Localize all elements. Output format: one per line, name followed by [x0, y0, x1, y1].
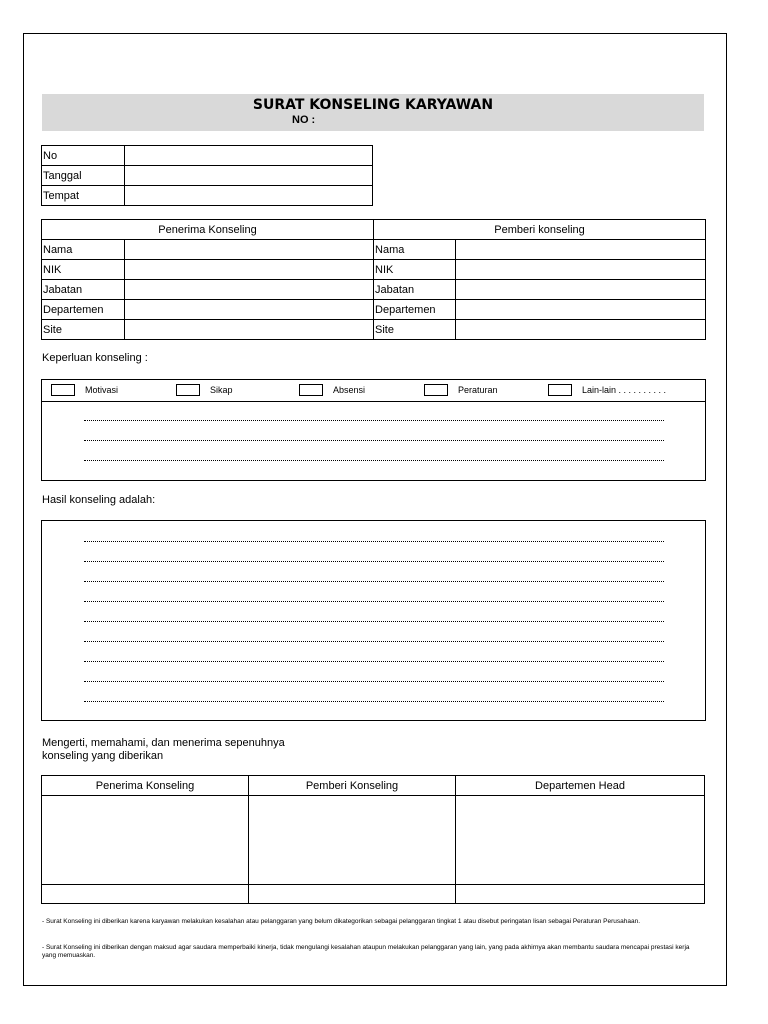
- dotted-writing-line[interactable]: [84, 621, 664, 622]
- dotted-writing-line[interactable]: [84, 661, 664, 662]
- dotted-writing-line[interactable]: [84, 701, 664, 702]
- recipient-field-value[interactable]: [125, 320, 374, 340]
- info-row-tempat: [42, 186, 373, 206]
- document-title: SURAT KONSELING KARYAWAN: [252, 97, 494, 113]
- party-row-departemen: [42, 300, 706, 320]
- recipient-field-label: Nama: [42, 240, 125, 260]
- giver-field-value[interactable]: [456, 320, 706, 340]
- signature-name-row: [42, 885, 705, 904]
- giver-field-label: Nama: [374, 240, 456, 260]
- recipient-field-label: Departemen: [42, 300, 125, 320]
- recipient-field-label: Site: [42, 320, 125, 340]
- info-label: Tempat: [42, 186, 125, 206]
- recipient-field-label: NIK: [42, 260, 125, 280]
- dotted-writing-line[interactable]: [84, 561, 664, 562]
- option-peraturan[interactable]: [424, 384, 498, 396]
- dotted-writing-line[interactable]: [84, 460, 664, 461]
- dotted-writing-line[interactable]: [84, 420, 664, 421]
- info-label: No: [42, 146, 125, 166]
- checkbox-icon[interactable]: [424, 384, 448, 396]
- document-number-label: NO :: [292, 114, 316, 126]
- dotted-writing-line[interactable]: [84, 541, 664, 542]
- info-label: Tanggal: [42, 166, 125, 186]
- recipient-field-value[interactable]: [125, 260, 374, 280]
- giver-field-label: Departemen: [374, 300, 456, 320]
- signature-header-department-head: Departemen Head: [456, 776, 705, 796]
- party-table: [41, 219, 706, 340]
- recipient-field-value[interactable]: [125, 300, 374, 320]
- acknowledgement-line-1: Mengerti, memahami, dan menerima sepenuhnya: [42, 737, 285, 749]
- recipient-field-value[interactable]: [125, 280, 374, 300]
- option-label: Motivasi: [85, 385, 119, 395]
- recipient-field-label: Jabatan: [42, 280, 125, 300]
- signature-space-row: [42, 796, 705, 885]
- note-2: - Surat Konseling ini diberikan dengan maksud agar saudara memperbaiki kinerja, tidak mengulangi kesalahan ataupun melakukan pelanggaran yang lain, yang pada akhirnya akan membantu saudara mencapai prestasi kerja yang memuaskan.: [42, 944, 690, 959]
- giver-field-value[interactable]: [456, 260, 706, 280]
- result-label: Hasil konseling adalah:: [42, 494, 156, 506]
- needs-options-row: [42, 380, 705, 402]
- signature-header-recipient: Penerima Konseling: [42, 776, 249, 796]
- party-row-site: [42, 320, 706, 340]
- dotted-writing-line[interactable]: [84, 581, 664, 582]
- option-label: Peraturan: [458, 385, 498, 395]
- note-1: - Surat Konseling ini diberikan karena karyawan melakukan kesalahan atau pelanggaran yang belum dikategorikan sebagai pelanggaran tingkat 1 atau disebut peringatan lisan sebagai Peraturan Perusahaan.: [42, 918, 641, 925]
- info-value-field[interactable]: [125, 166, 373, 186]
- party-row-nik: [42, 260, 706, 280]
- party-row-jabatan: [42, 280, 706, 300]
- signature-header-giver: Pemberi Konseling: [249, 776, 456, 796]
- option-label: Absensi: [333, 385, 366, 395]
- recipient-field-value[interactable]: [125, 240, 374, 260]
- dotted-writing-line[interactable]: [84, 601, 664, 602]
- option-label: Sikap: [210, 385, 233, 395]
- acknowledgement-line-2: konseling yang diberikan: [42, 750, 164, 762]
- needs-box: [41, 379, 706, 481]
- giver-field-value[interactable]: [456, 240, 706, 260]
- signature-name-giver[interactable]: [249, 885, 456, 904]
- title-band: [42, 94, 704, 131]
- giver-field-label: Jabatan: [374, 280, 456, 300]
- signature-name-recipient[interactable]: [42, 885, 249, 904]
- dotted-writing-line[interactable]: [84, 641, 664, 642]
- dotted-writing-line[interactable]: [84, 440, 664, 441]
- option-absensi[interactable]: [299, 384, 365, 396]
- info-value-field[interactable]: [125, 146, 373, 166]
- dotted-writing-line[interactable]: [84, 681, 664, 682]
- option-sikap[interactable]: [176, 384, 233, 396]
- signature-area-giver[interactable]: [249, 796, 456, 885]
- giver-field-label: Site: [374, 320, 456, 340]
- checkbox-icon[interactable]: [548, 384, 572, 396]
- party-header-row: [42, 220, 706, 240]
- giver-header: Pemberi konseling: [374, 220, 706, 240]
- info-row-tanggal: [42, 166, 373, 186]
- giver-field-value[interactable]: [456, 300, 706, 320]
- signature-area-department-head[interactable]: [456, 796, 705, 885]
- info-table: [41, 145, 373, 206]
- recipient-header: Penerima Konseling: [42, 220, 374, 240]
- info-row-no: [42, 146, 373, 166]
- checkbox-icon[interactable]: [176, 384, 200, 396]
- signature-table: [41, 775, 705, 904]
- giver-field-value[interactable]: [456, 280, 706, 300]
- needs-label: Keperluan konseling :: [42, 352, 148, 364]
- giver-field-label: NIK: [374, 260, 456, 280]
- party-row-nama: [42, 240, 706, 260]
- info-value-field[interactable]: [125, 186, 373, 206]
- result-box: [41, 520, 706, 721]
- checkbox-icon[interactable]: [51, 384, 75, 396]
- signature-header-row: [42, 776, 705, 796]
- checkbox-icon[interactable]: [299, 384, 323, 396]
- signature-name-department-head[interactable]: [456, 885, 705, 904]
- option-lain-lain[interactable]: [548, 384, 666, 396]
- signature-area-recipient[interactable]: [42, 796, 249, 885]
- option-motivasi[interactable]: [51, 384, 118, 396]
- option-label: Lain-lain . . . . . . . . . .: [582, 385, 667, 395]
